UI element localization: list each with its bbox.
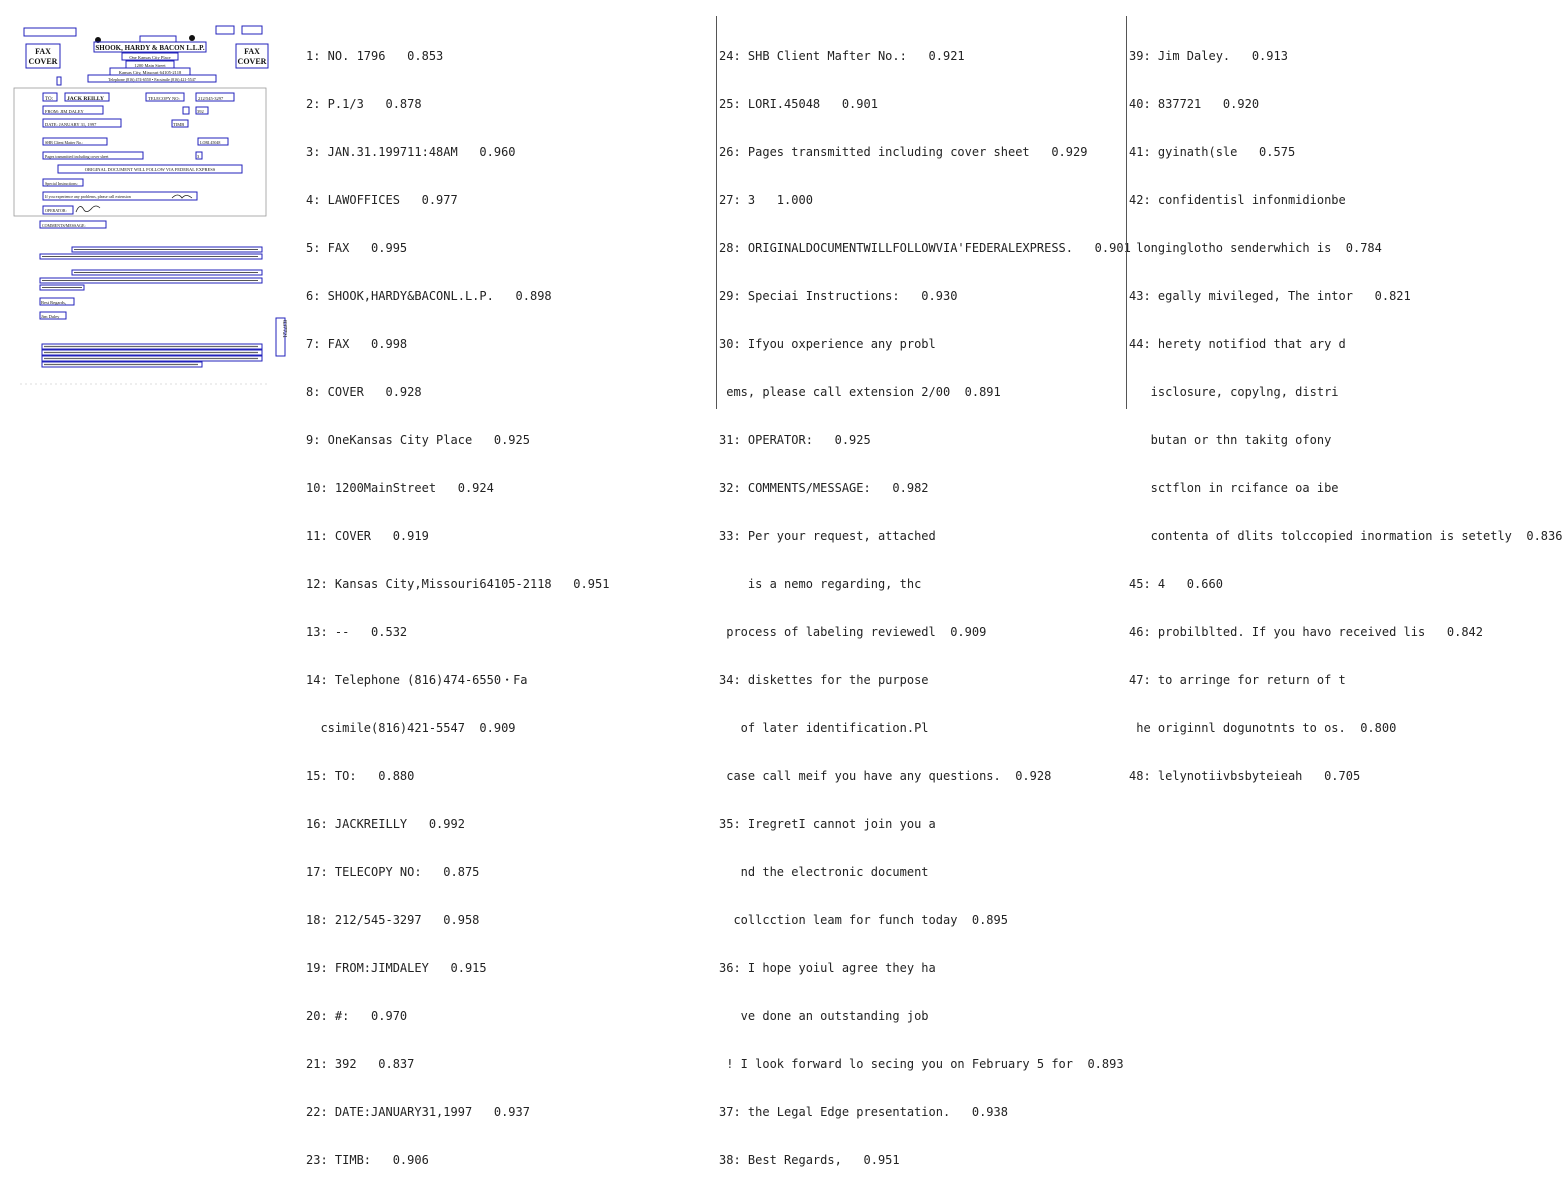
telecopy-label: TELECOPY NO: xyxy=(148,96,180,101)
telecopy-value: 212/545-3297 xyxy=(198,96,224,101)
ocr-line: case call meif you have any questions. 0.928 xyxy=(719,769,1052,783)
ocr-line: 19: FROM:JIMDALEY 0.915 xyxy=(306,961,487,975)
ocr-line: csimile(816)421-5547 0.909 xyxy=(306,721,516,735)
ocr-line: process of labeling reviewedl 0.909 xyxy=(719,625,987,639)
ocr-line: ems, please call extension 2/00 0.891 xyxy=(719,385,1001,399)
fax-document-image xyxy=(0,0,300,409)
ocr-line: 17: TELECOPY NO: 0.875 xyxy=(306,865,480,879)
hash-value: 392 xyxy=(197,109,204,114)
ocr-line: 9: OneKansas City Place 0.925 xyxy=(306,433,530,447)
ocr-line xyxy=(1129,816,1539,832)
ocr-line: 28: ORIGINALDOCUMENTWILLFOLLOWVIA'FEDERALEXPRESS. 0.901 xyxy=(719,241,1131,255)
date-label: DATE: JANUARY 31, 1997 xyxy=(45,122,97,127)
ocr-line: 43: egally mivileged, The intor 0.821 xyxy=(1129,289,1411,303)
ocr-line: 13: -- 0.532 xyxy=(306,625,408,639)
ocr-line: 32: COMMENTS/MESSAGE: 0.982 xyxy=(719,481,929,495)
ocr-line: 16: JACKREILLY 0.992 xyxy=(306,817,465,831)
ocr-line: 2: P.1/3 0.878 xyxy=(306,97,422,111)
ocr-line: 26: Pages transmitted including cover sheet 0.929 xyxy=(719,145,1088,159)
ocr-line: 22: DATE:JANUARY31,1997 0.937 xyxy=(306,1105,530,1119)
ocr-line: 3: JAN.31.199711:48AM 0.960 xyxy=(306,145,516,159)
ocr-line: nd the electronic document xyxy=(719,865,929,879)
fax-cover-left-line1: FAX xyxy=(35,47,51,56)
ocr-line: 48: lelynotiivbsbyteieah 0.705 xyxy=(1129,769,1361,783)
ocr-line: 18: 212/545-3297 0.958 xyxy=(306,913,480,927)
time-value: TIMB xyxy=(173,122,185,127)
ocr-line xyxy=(1129,912,1539,928)
ocr-line: butan or thn takitg ofony xyxy=(1129,433,1332,447)
address-line3: Kansas City, Missouri 64105-2118 xyxy=(118,70,182,75)
ocr-line: 6: SHOOK,HARDY&BACONL.L.P. 0.898 xyxy=(306,289,552,303)
ocr-line: is a nemo regarding, thc xyxy=(719,577,922,591)
ocr-line: 29: Speciai Instructions: 0.930 xyxy=(719,289,958,303)
ocr-line: 47: to arringe for return of t xyxy=(1129,673,1346,687)
fax-cover-left-line2: COVER xyxy=(28,57,58,66)
ocr-line: 10: 1200MainStreet 0.924 xyxy=(306,481,494,495)
pages-value: 3 xyxy=(197,154,200,159)
ocr-line: 31: OPERATOR: 0.925 xyxy=(719,433,871,447)
fax-cover-right-line1: FAX xyxy=(244,47,260,56)
ocr-line: 38: Best Regards, 0.951 xyxy=(719,1153,900,1167)
hole-punch xyxy=(189,35,195,41)
original-label: ORIGINAL DOCUMENT WILL FOLLOW VIA FEDERAL EXPRESS xyxy=(84,167,216,172)
ocr-line: 11: COVER 0.919 xyxy=(306,529,429,543)
address-line2: 1200 Main Street xyxy=(134,63,166,68)
ocr-line: longinglotho senderwhich is 0.784 xyxy=(1129,241,1382,255)
ocr-line: 5: FAX 0.995 xyxy=(306,241,408,255)
ocr-line: 27: 3 1.000 xyxy=(719,193,813,207)
ocr-line: 44: herety notifiod that ary d xyxy=(1129,337,1346,351)
ocr-line: he originnl dogunotnts to os. 0.800 xyxy=(1129,721,1397,735)
ocr-line: 24: SHB Client Mafter No.: 0.921 xyxy=(719,49,965,63)
ocr-line: 25: LORI.45048 0.901 xyxy=(719,97,878,111)
ocr-line: 42: confidentisl infonmidionbe xyxy=(1129,193,1346,207)
ocr-line: 30: Ifyou oxperience any probl xyxy=(719,337,936,351)
client-value: LORI.45048 xyxy=(200,140,221,145)
firm-name: SHOOK, HARDY & BACON L.L.P. xyxy=(95,44,205,52)
ocr-line: 45: 4 0.660 xyxy=(1129,577,1223,591)
ocr-line: sctflon in rcifance oa ibe xyxy=(1129,481,1339,495)
ocr-line: 33: Per your request, attached xyxy=(719,529,936,543)
fax-cover-right-line2: COVER xyxy=(237,57,267,66)
ocr-line: 36: I hope yoiul agree they ha xyxy=(719,961,936,975)
ocr-line: 37: the Legal Edge presentation. 0.938 xyxy=(719,1105,1008,1119)
ocr-line: 1: NO. 1796 0.853 xyxy=(306,49,444,63)
operator-label: OPERATOR: xyxy=(45,208,67,213)
jim-daley: Jim Daley xyxy=(41,314,60,319)
comments-label: COMMENTS/MESSAGE: xyxy=(42,223,86,228)
side-number: 837721 xyxy=(281,320,287,338)
ocr-line: 8: COVER 0.928 xyxy=(306,385,422,399)
to-value: JACK REILLY xyxy=(67,96,104,102)
ocr-line: 20: #: 0.970 xyxy=(306,1009,408,1023)
ocr-line: 40: 837721 0.920 xyxy=(1129,97,1260,111)
ocr-line: ve done an outstanding job xyxy=(719,1009,929,1023)
ocr-line: 12: Kansas City,Missouri64105-2118 0.951 xyxy=(306,577,610,591)
ocr-line: collcction leam for funch today 0.895 xyxy=(719,913,1008,927)
ocr-line: isclosure, copylng, distri xyxy=(1129,385,1339,399)
ocr-column-3 xyxy=(1126,16,1562,783)
ocr-line: 34: diskettes for the purpose xyxy=(719,673,929,687)
from-label: FROM: JIM DALEY xyxy=(45,109,84,114)
ocr-line: 41: gyinath(sle 0.575 xyxy=(1129,145,1296,159)
address-line1: One Kansas City Place xyxy=(129,55,171,60)
ocr-line: contenta of dlits tolccopied inormation is setetly 0.836 xyxy=(1129,529,1562,543)
ocr-column-2 xyxy=(716,16,1131,1167)
ocr-line: 21: 392 0.837 xyxy=(306,1057,415,1071)
ocr-line: of later identification.Pl xyxy=(719,721,929,735)
pages-label: Pages transmitted including cover sheet xyxy=(45,154,109,159)
to-label: TO: xyxy=(45,97,53,102)
ocr-line: 15: TO: 0.880 xyxy=(306,769,415,783)
ocr-column-1 xyxy=(306,16,706,1167)
problems-label: If you experience any problems, please call extension xyxy=(45,194,131,199)
ocr-line: ! I look forward lo secing you on February 5 for 0.893 xyxy=(719,1057,1124,1071)
ocr-line: 39: Jim Daley. 0.913 xyxy=(1129,49,1288,63)
phone-line: Telephone (816) 474-6550 • Facsimile (816) 421-5547 xyxy=(108,77,196,82)
best-regards: Best Regards, xyxy=(41,300,66,305)
document-thumbnail xyxy=(0,0,300,409)
client-label: SHB Client Matter No.: xyxy=(45,140,84,145)
ocr-line: 23: TIMB: 0.906 xyxy=(306,1153,429,1167)
ocr-line: 14: Telephone (816)474-6550・Fa xyxy=(306,673,528,687)
ocr-line: 35: IregretI cannot join you a xyxy=(719,817,936,831)
ocr-line: 7: FAX 0.998 xyxy=(306,337,408,351)
ocr-line: 46: probilblted. If you havo received lis 0.842 xyxy=(1129,625,1484,639)
ocr-line xyxy=(1129,864,1539,880)
ocr-line: 4: LAWOFFICES 0.977 xyxy=(306,193,458,207)
special-label: Special Instructions: xyxy=(45,181,78,186)
